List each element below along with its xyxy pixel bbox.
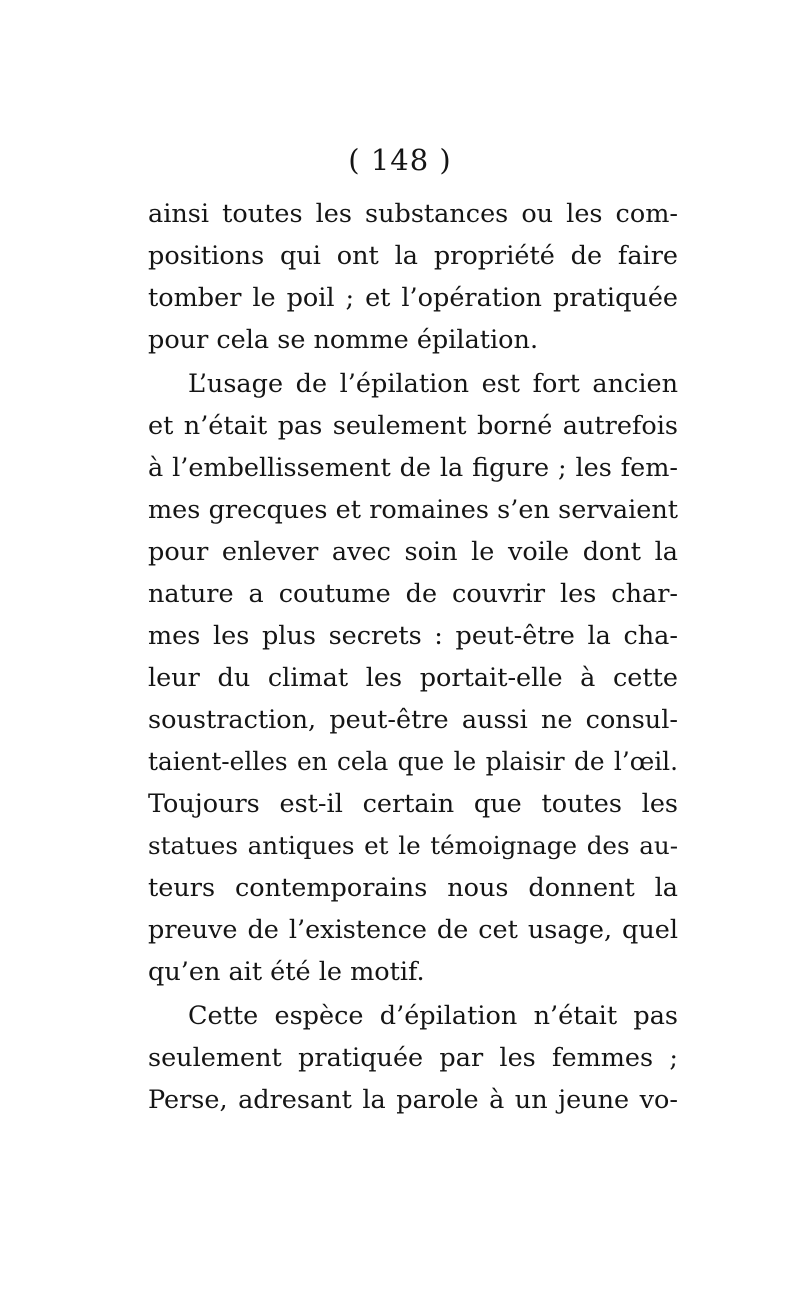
text-line: pour cela se nomme épilation.: [148, 325, 539, 355]
text-line: nature a coutume de couvrir les char-: [148, 579, 678, 609]
text-line: Toujours est-il certain que toutes les: [148, 789, 678, 819]
text-line: ainsi toutes les substances ou les com-: [148, 199, 678, 229]
paragraph-first-line: L’usage de l’épilation est fort ancien: [188, 369, 678, 399]
text-line: tomber le poil ; et l’opération pratiquée: [148, 283, 678, 313]
paragraph-first-line: Cette espèce d’épilation n’était pas: [188, 1001, 678, 1031]
text-line: qu’en ait été le motif.: [148, 957, 425, 987]
page-number: ( 148 ): [348, 143, 452, 177]
text-line: mes grecques et romaines s’en servaient: [148, 495, 678, 525]
text-line: taient-elles en cela que le plaisir de l’œil.: [148, 747, 678, 776]
text-line: teurs contemporains nous donnent la: [148, 873, 678, 903]
text-line: preuve de l’existence de cet usage, quel: [148, 915, 678, 945]
text-line: seulement pratiquée par les femmes ;: [148, 1043, 678, 1073]
text-line: leur du climat les portait-elle à cette: [148, 663, 678, 693]
text-line: Perse, adresant la parole à un jeune vo-: [148, 1085, 678, 1115]
text-line: pour enlever avec soin le voile dont la: [148, 537, 678, 567]
text-line: statues antiques et le témoignage des au-: [148, 831, 678, 860]
text-line: mes les plus secrets : peut-être la cha-: [148, 621, 678, 651]
text-line: positions qui ont la propriété de faire: [148, 241, 678, 271]
text-line: et n’était pas seulement borné autrefois: [148, 411, 678, 441]
text-line: soustraction, peut-être aussi ne consul-: [148, 705, 678, 735]
text-line: à l’embellissement de la figure ; les fem-: [148, 453, 678, 483]
